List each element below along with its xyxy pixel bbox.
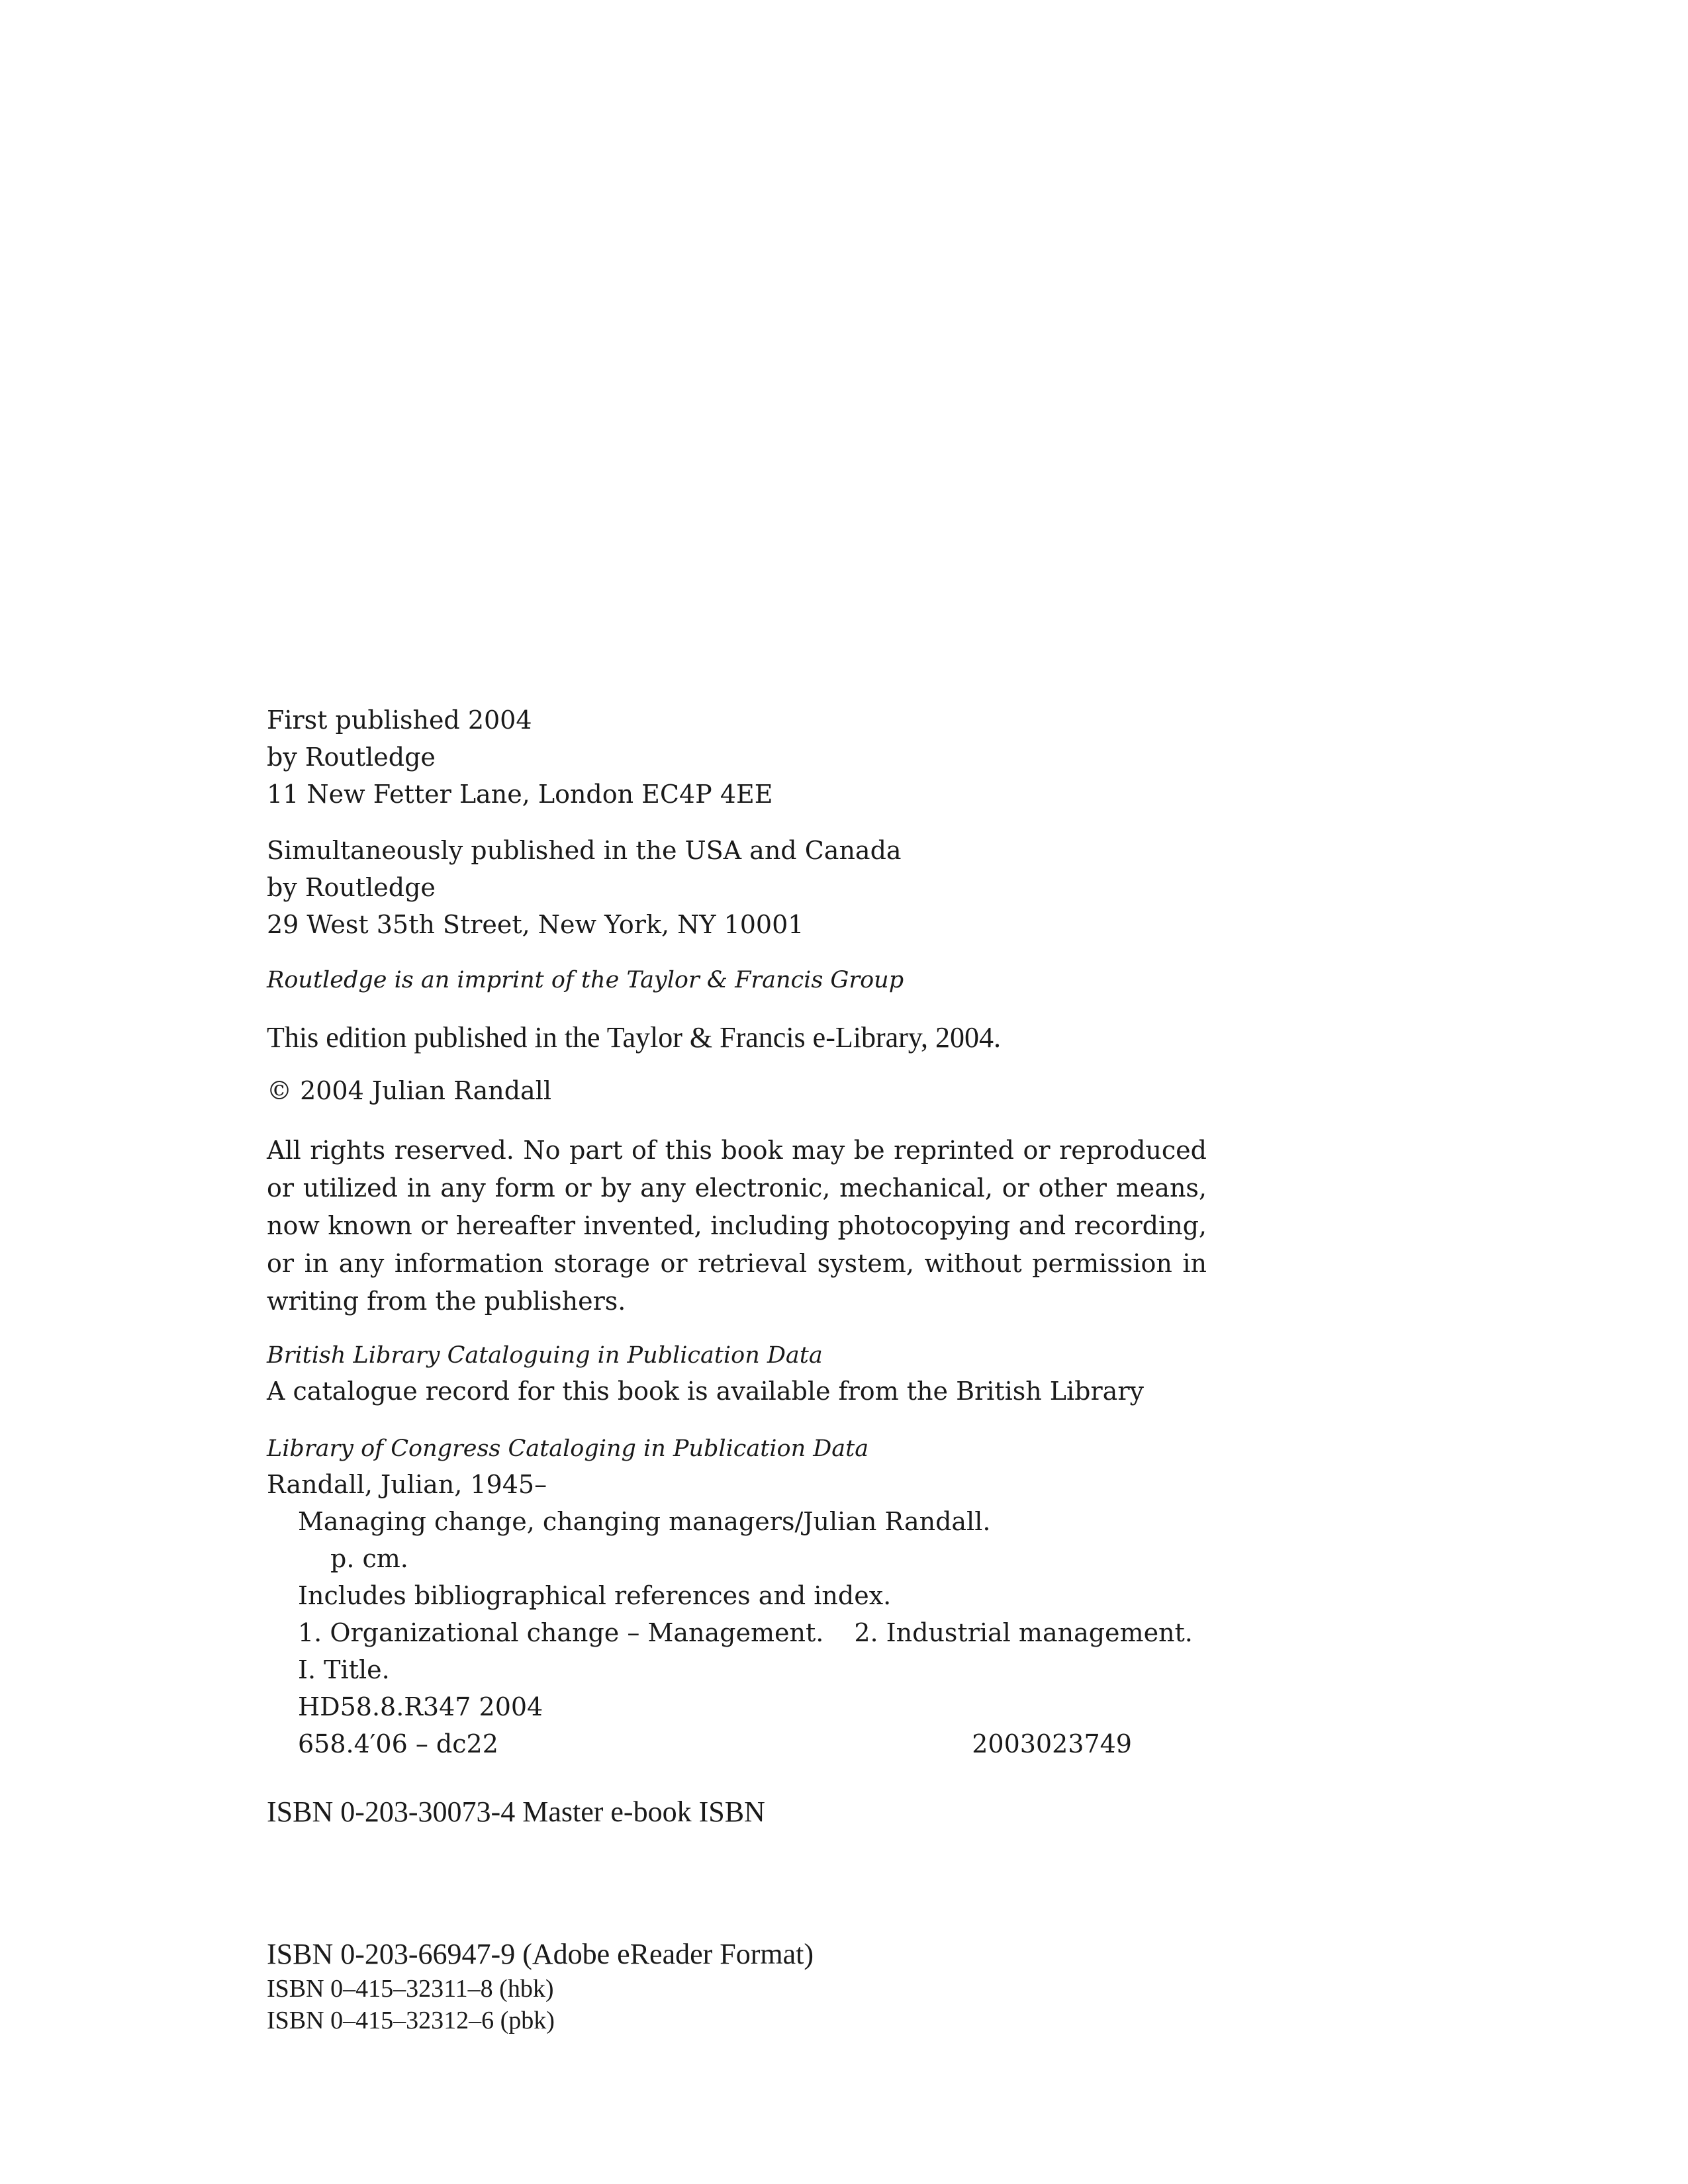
isbn-pbk: ISBN 0–415–32312–6 (pbk) xyxy=(267,2007,555,2034)
publisher-info-uk xyxy=(267,702,1458,813)
loc-subject-2: 2. Industrial management. xyxy=(854,1618,1193,1647)
loc-subject-1: 1. Organizational change – Management. xyxy=(298,1618,824,1647)
rights-statement: All rights reserved. No part of this book may be reprinted or reproduced or utilized in any form or by any electronic, mechanical, or other means, now known or hereafter invented, including photocopying and recording, or in any information storage or retrieval system, without permission in writing from the publishers. xyxy=(267,1136,1207,1316)
british-library-text: A catalogue record for this book is available from the British Library xyxy=(267,1377,1144,1406)
isbn-hbk: ISBN 0–415–32311–8 (hbk) xyxy=(267,1975,554,2003)
british-library-heading: British Library Cataloguing in Publication Data xyxy=(267,1342,823,1369)
loc-author: Randall, Julian, 1945– xyxy=(267,1470,547,1499)
loc-includes: Includes bibliographical references and index. xyxy=(298,1581,892,1610)
loc-call-number: HD58.8.R347 2004 xyxy=(298,1692,543,1721)
first-published: First published 2004 xyxy=(267,705,532,735)
publisher-name-usa: by Routledge xyxy=(267,873,436,902)
loc-classification-row xyxy=(267,1725,1132,1762)
loc-dewey: 658.4′06 – dc22 xyxy=(298,1729,498,1758)
library-of-congress-data xyxy=(267,1432,1458,1762)
copyright-notice: © 2004 Julian Randall xyxy=(267,1076,551,1105)
loc-heading: Library of Congress Cataloging in Publication Data xyxy=(267,1435,869,1462)
isbn-master: ISBN 0-203-30073-4 Master e-book ISBN xyxy=(267,1796,765,1828)
isbn-list xyxy=(267,1936,1458,2036)
edition-note: This edition published in the Taylor & Francis e-Library, 2004. xyxy=(267,1021,1001,1054)
publisher-name: by Routledge xyxy=(267,743,436,772)
publisher-info-usa xyxy=(267,832,1458,943)
simultaneous-publication: Simultaneously published in the USA and Canada xyxy=(267,836,902,865)
publisher-address-usa: 29 West 35th Street, New York, NY 10001 xyxy=(267,910,804,939)
publisher-address-uk: 11 New Fetter Lane, London EC4P 4EE xyxy=(267,780,773,809)
imprint-note: Routledge is an imprint of the Taylor & Francis Group xyxy=(267,967,904,993)
british-library-data xyxy=(267,1338,1458,1410)
loc-lccn: 2003023749 xyxy=(972,1729,1132,1758)
isbn-adobe: ISBN 0-203-66947-9 (Adobe eReader Format) xyxy=(267,1938,814,1970)
loc-title-entry: I. Title. xyxy=(298,1655,390,1684)
loc-pages: p. cm. xyxy=(330,1544,408,1573)
loc-subjects xyxy=(267,1614,1458,1651)
loc-title: Managing change, changing managers/Julian Randall. xyxy=(298,1507,991,1536)
